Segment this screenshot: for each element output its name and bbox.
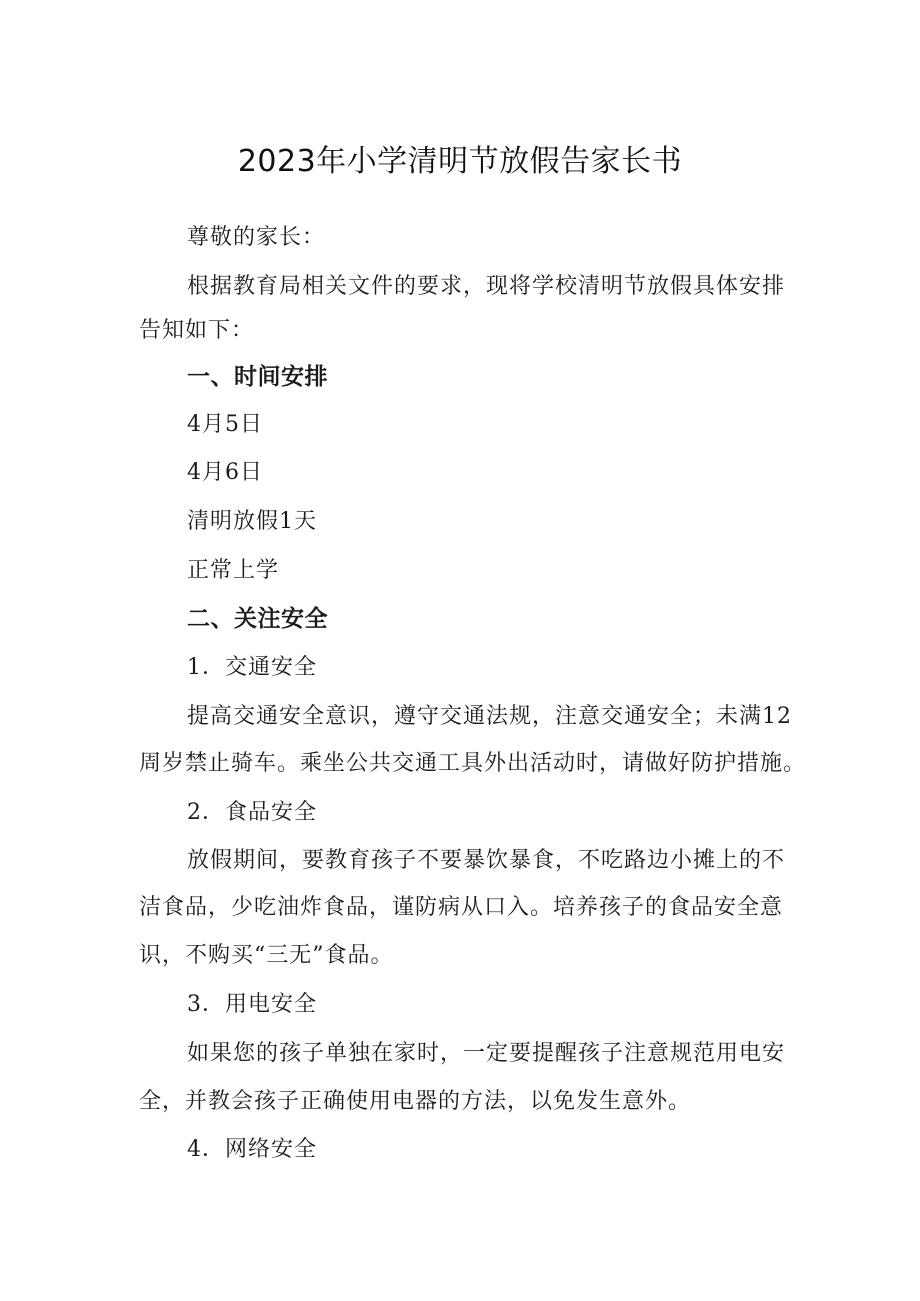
traffic-body-line: 提高交通安全意识，遵守交通法规，注意交通安全；未满12 bbox=[187, 704, 792, 729]
document-title: 2023年小学清明节放假告家长书 bbox=[237, 144, 683, 179]
intro-line-2: 告知如下： bbox=[139, 318, 255, 343]
electric-body-line: 如果您的孩子单独在家时，一定要提醒孩子注意规范用电安 bbox=[187, 1041, 786, 1066]
food-body-line: 识，不购买“三无”食品。 bbox=[139, 943, 394, 968]
schedule-item: 4月6日 bbox=[187, 460, 263, 485]
section-heading-schedule: 一、时间安排 bbox=[187, 364, 328, 390]
electric-body-line: 全，并教会孩子正确使用电器的方法，以免发生意外。 bbox=[139, 1089, 692, 1114]
subheading-electric: 3．用电安全 bbox=[187, 992, 317, 1017]
schedule-item: 正常上学 bbox=[187, 558, 280, 583]
food-body-line: 洁食品，少吃油炸食品，谨防病从口入。培养孩子的食品安全意 bbox=[139, 895, 784, 920]
section-heading-safety: 二、关注安全 bbox=[187, 606, 328, 632]
subheading-network: 4．网络安全 bbox=[187, 1137, 317, 1162]
food-body-line: 放假期间，要教育孩子不要暴饮暴食，不吃路边小摊上的不 bbox=[187, 848, 786, 873]
schedule-item: 4月5日 bbox=[187, 412, 263, 437]
subheading-traffic: 1．交通安全 bbox=[187, 655, 317, 680]
intro-line-1: 根据教育局相关文件的要求，现将学校清明节放假具体安排 bbox=[187, 274, 786, 299]
traffic-body-line: 周岁禁止骑车。乘坐公共交通工具外出活动时，请做好防护措施。 bbox=[139, 751, 807, 776]
schedule-item: 清明放假1天 bbox=[187, 509, 317, 534]
subheading-food: 2．食品安全 bbox=[187, 800, 317, 825]
salutation: 尊敬的家长： bbox=[187, 225, 326, 250]
